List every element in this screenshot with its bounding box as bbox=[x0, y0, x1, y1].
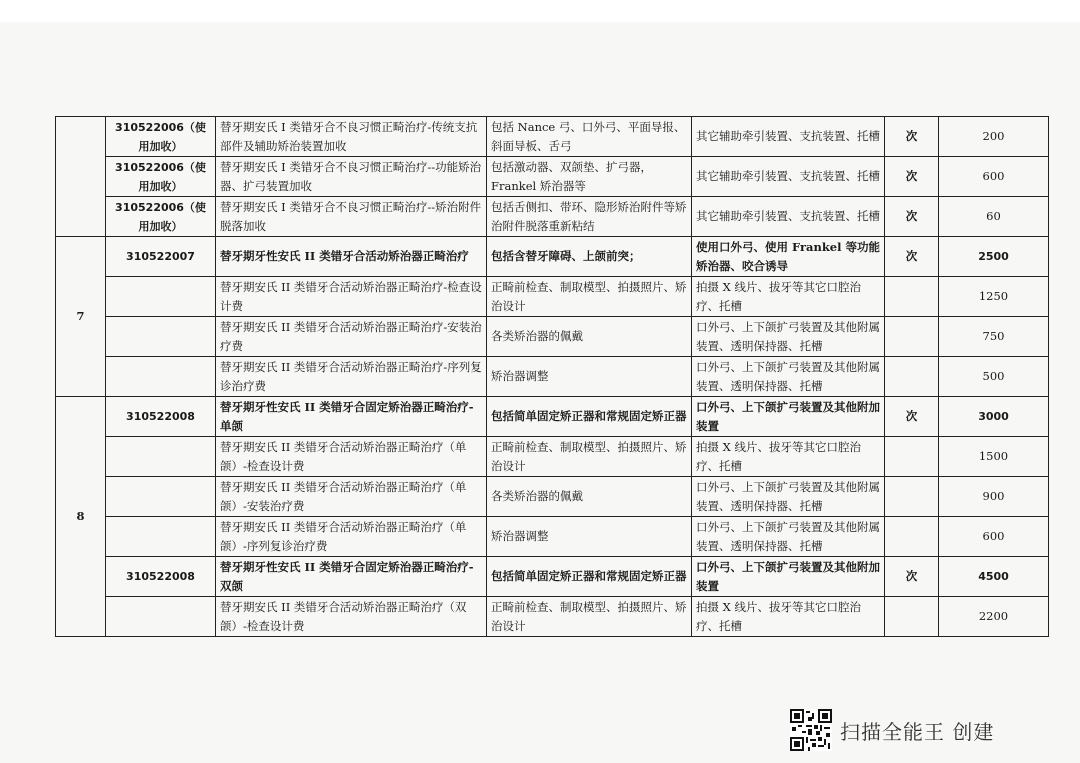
code-cell bbox=[106, 277, 216, 317]
code-cell bbox=[106, 597, 216, 637]
except-cell: 口外弓、上下颌扩弓装置及其他附属装置、透明保持器、托槽 bbox=[692, 517, 885, 557]
code-cell: 310522008 bbox=[106, 397, 216, 437]
fee-table bbox=[55, 116, 1049, 637]
price-cell: 60 bbox=[939, 197, 1049, 237]
content-cell: 矫治器调整 bbox=[487, 357, 692, 397]
except-cell: 拍摄 X 线片、拔牙等其它口腔治疗、托槽 bbox=[692, 597, 885, 637]
price-cell: 900 bbox=[939, 477, 1049, 517]
except-cell: 口外弓、上下颌扩弓装置及其他附加装置 bbox=[692, 557, 885, 597]
code-cell: 310522007 bbox=[106, 237, 216, 277]
name-cell: 替牙期安氏 II 类错牙合活动矫治器正畸治疗（单颌）-检查设计费 bbox=[216, 437, 487, 477]
content-cell: 包括 Nance 弓、口外弓、平面导报、斜面导板、舌弓 bbox=[487, 117, 692, 157]
code-cell bbox=[106, 477, 216, 517]
unit-cell bbox=[885, 517, 939, 557]
group-number-cell: 8 bbox=[56, 397, 106, 637]
table-row bbox=[56, 277, 1049, 317]
table-row bbox=[56, 357, 1049, 397]
unit-cell: 次 bbox=[885, 557, 939, 597]
price-cell: 2200 bbox=[939, 597, 1049, 637]
price-cell: 1250 bbox=[939, 277, 1049, 317]
name-cell: 替牙期安氏 I 类错牙合不良习惯正畸治疗-传统支抗部件及辅助矫治装置加收 bbox=[216, 117, 487, 157]
code-cell bbox=[106, 517, 216, 557]
name-cell: 替牙期安氏 I 类错牙合不良习惯正畸治疗--功能矫治器、扩弓装置加收 bbox=[216, 157, 487, 197]
code-cell bbox=[106, 437, 216, 477]
except-cell: 拍摄 X 线片、拔牙等其它口腔治疗、托槽 bbox=[692, 437, 885, 477]
content-cell: 包括舌侧扣、带环、隐形矫治附件等矫治附件脱落重新粘结 bbox=[487, 197, 692, 237]
table-row bbox=[56, 597, 1049, 637]
code-cell: 310522006（使用加收） bbox=[106, 157, 216, 197]
price-cell: 600 bbox=[939, 517, 1049, 557]
name-cell: 替牙期安氏 I 类错牙合不良习惯正畸治疗--矫治附件脱落加收 bbox=[216, 197, 487, 237]
unit-cell bbox=[885, 277, 939, 317]
unit-cell: 次 bbox=[885, 157, 939, 197]
unit-cell bbox=[885, 597, 939, 637]
watermark-text: 扫描全能王 创建 bbox=[840, 719, 995, 744]
unit-cell: 次 bbox=[885, 237, 939, 277]
price-cell: 4500 bbox=[939, 557, 1049, 597]
name-cell: 替牙期安氏 II 类错牙合活动矫治器正畸治疗（单颌）-安装治疗费 bbox=[216, 477, 487, 517]
table-row bbox=[56, 197, 1049, 237]
unit-cell bbox=[885, 317, 939, 357]
name-cell: 替牙期安氏 II 类错牙合活动矫治器正畸治疗-序列复诊治疗费 bbox=[216, 357, 487, 397]
except-cell: 其它辅助牵引装置、支抗装置、托槽 bbox=[692, 197, 885, 237]
except-cell: 其它辅助牵引装置、支抗装置、托槽 bbox=[692, 157, 885, 197]
page-top-edge bbox=[0, 0, 1080, 22]
content-cell: 各类矫治器的佩戴 bbox=[487, 317, 692, 357]
unit-cell: 次 bbox=[885, 397, 939, 437]
price-cell: 200 bbox=[939, 117, 1049, 157]
except-cell: 口外弓、上下颌扩弓装置及其他附属装置、透明保持器、托槽 bbox=[692, 477, 885, 517]
table-row bbox=[56, 437, 1049, 477]
name-cell: 替牙期安氏 II 类错牙合活动矫治器正畸治疗-检查设计费 bbox=[216, 277, 487, 317]
content-cell: 矫治器调整 bbox=[487, 517, 692, 557]
price-cell: 500 bbox=[939, 357, 1049, 397]
except-cell: 使用口外弓、使用 Frankel 等功能矫治器、咬合诱导 bbox=[692, 237, 885, 277]
unit-cell bbox=[885, 477, 939, 517]
content-cell: 包括激动器、双颌垫、扩弓器，Frankel 矫治器等 bbox=[487, 157, 692, 197]
table-row bbox=[56, 477, 1049, 517]
code-cell bbox=[106, 357, 216, 397]
name-cell: 替牙期牙性安氏 II 类错牙合固定矫治器正畸治疗-双颌 bbox=[216, 557, 487, 597]
unit-cell bbox=[885, 357, 939, 397]
content-cell: 包括简单固定矫正器和常规固定矫正器 bbox=[487, 397, 692, 437]
name-cell: 替牙期安氏 II 类错牙合活动矫治器正畸治疗（单颌）-序列复诊治疗费 bbox=[216, 517, 487, 557]
name-cell: 替牙期牙性安氏 II 类错牙合固定矫治器正畸治疗-单颌 bbox=[216, 397, 487, 437]
code-cell bbox=[106, 317, 216, 357]
price-cell: 1500 bbox=[939, 437, 1049, 477]
table-row bbox=[56, 557, 1049, 597]
price-cell: 3000 bbox=[939, 397, 1049, 437]
name-cell: 替牙期安氏 II 类错牙合活动矫治器正畸治疗（双颌）-检查设计费 bbox=[216, 597, 487, 637]
table-row bbox=[56, 157, 1049, 197]
scanner-watermark bbox=[790, 708, 994, 752]
table-row bbox=[56, 317, 1049, 357]
table-row bbox=[56, 397, 1049, 437]
price-cell: 600 bbox=[939, 157, 1049, 197]
content-cell: 包括简单固定矫正器和常规固定矫正器 bbox=[487, 557, 692, 597]
except-cell: 拍摄 X 线片、拔牙等其它口腔治疗、托槽 bbox=[692, 277, 885, 317]
content-cell: 正畸前检查、制取模型、拍摄照片、矫治设计 bbox=[487, 277, 692, 317]
unit-cell: 次 bbox=[885, 197, 939, 237]
group-number-cell: 7 bbox=[56, 237, 106, 397]
except-cell: 口外弓、上下颌扩弓装置及其他附属装置、透明保持器、托槽 bbox=[692, 317, 885, 357]
name-cell: 替牙期安氏 II 类错牙合活动矫治器正畸治疗-安装治疗费 bbox=[216, 317, 487, 357]
content-cell: 各类矫治器的佩戴 bbox=[487, 477, 692, 517]
content-cell: 正畸前检查、制取模型、拍摄照片、矫治设计 bbox=[487, 437, 692, 477]
unit-cell: 次 bbox=[885, 117, 939, 157]
qr-code-icon bbox=[790, 709, 832, 751]
table-row bbox=[56, 517, 1049, 557]
unit-cell bbox=[885, 437, 939, 477]
table-row bbox=[56, 117, 1049, 157]
code-cell: 310522006（使用加收） bbox=[106, 197, 216, 237]
code-cell: 310522006（使用加收） bbox=[106, 117, 216, 157]
price-cell: 750 bbox=[939, 317, 1049, 357]
table-row bbox=[56, 237, 1049, 277]
content-cell: 正畸前检查、制取模型、拍摄照片、矫治设计 bbox=[487, 597, 692, 637]
content-cell: 包括含替牙障碍、上颌前突； bbox=[487, 237, 692, 277]
except-cell: 口外弓、上下颌扩弓装置及其他附加装置 bbox=[692, 397, 885, 437]
name-cell: 替牙期牙性安氏 II 类错牙合活动矫治器正畸治疗 bbox=[216, 237, 487, 277]
group-number-cell bbox=[56, 117, 106, 237]
except-cell: 其它辅助牵引装置、支抗装置、托槽 bbox=[692, 117, 885, 157]
price-cell: 2500 bbox=[939, 237, 1049, 277]
code-cell: 310522008 bbox=[106, 557, 216, 597]
except-cell: 口外弓、上下颌扩弓装置及其他附属装置、透明保持器、托槽 bbox=[692, 357, 885, 397]
